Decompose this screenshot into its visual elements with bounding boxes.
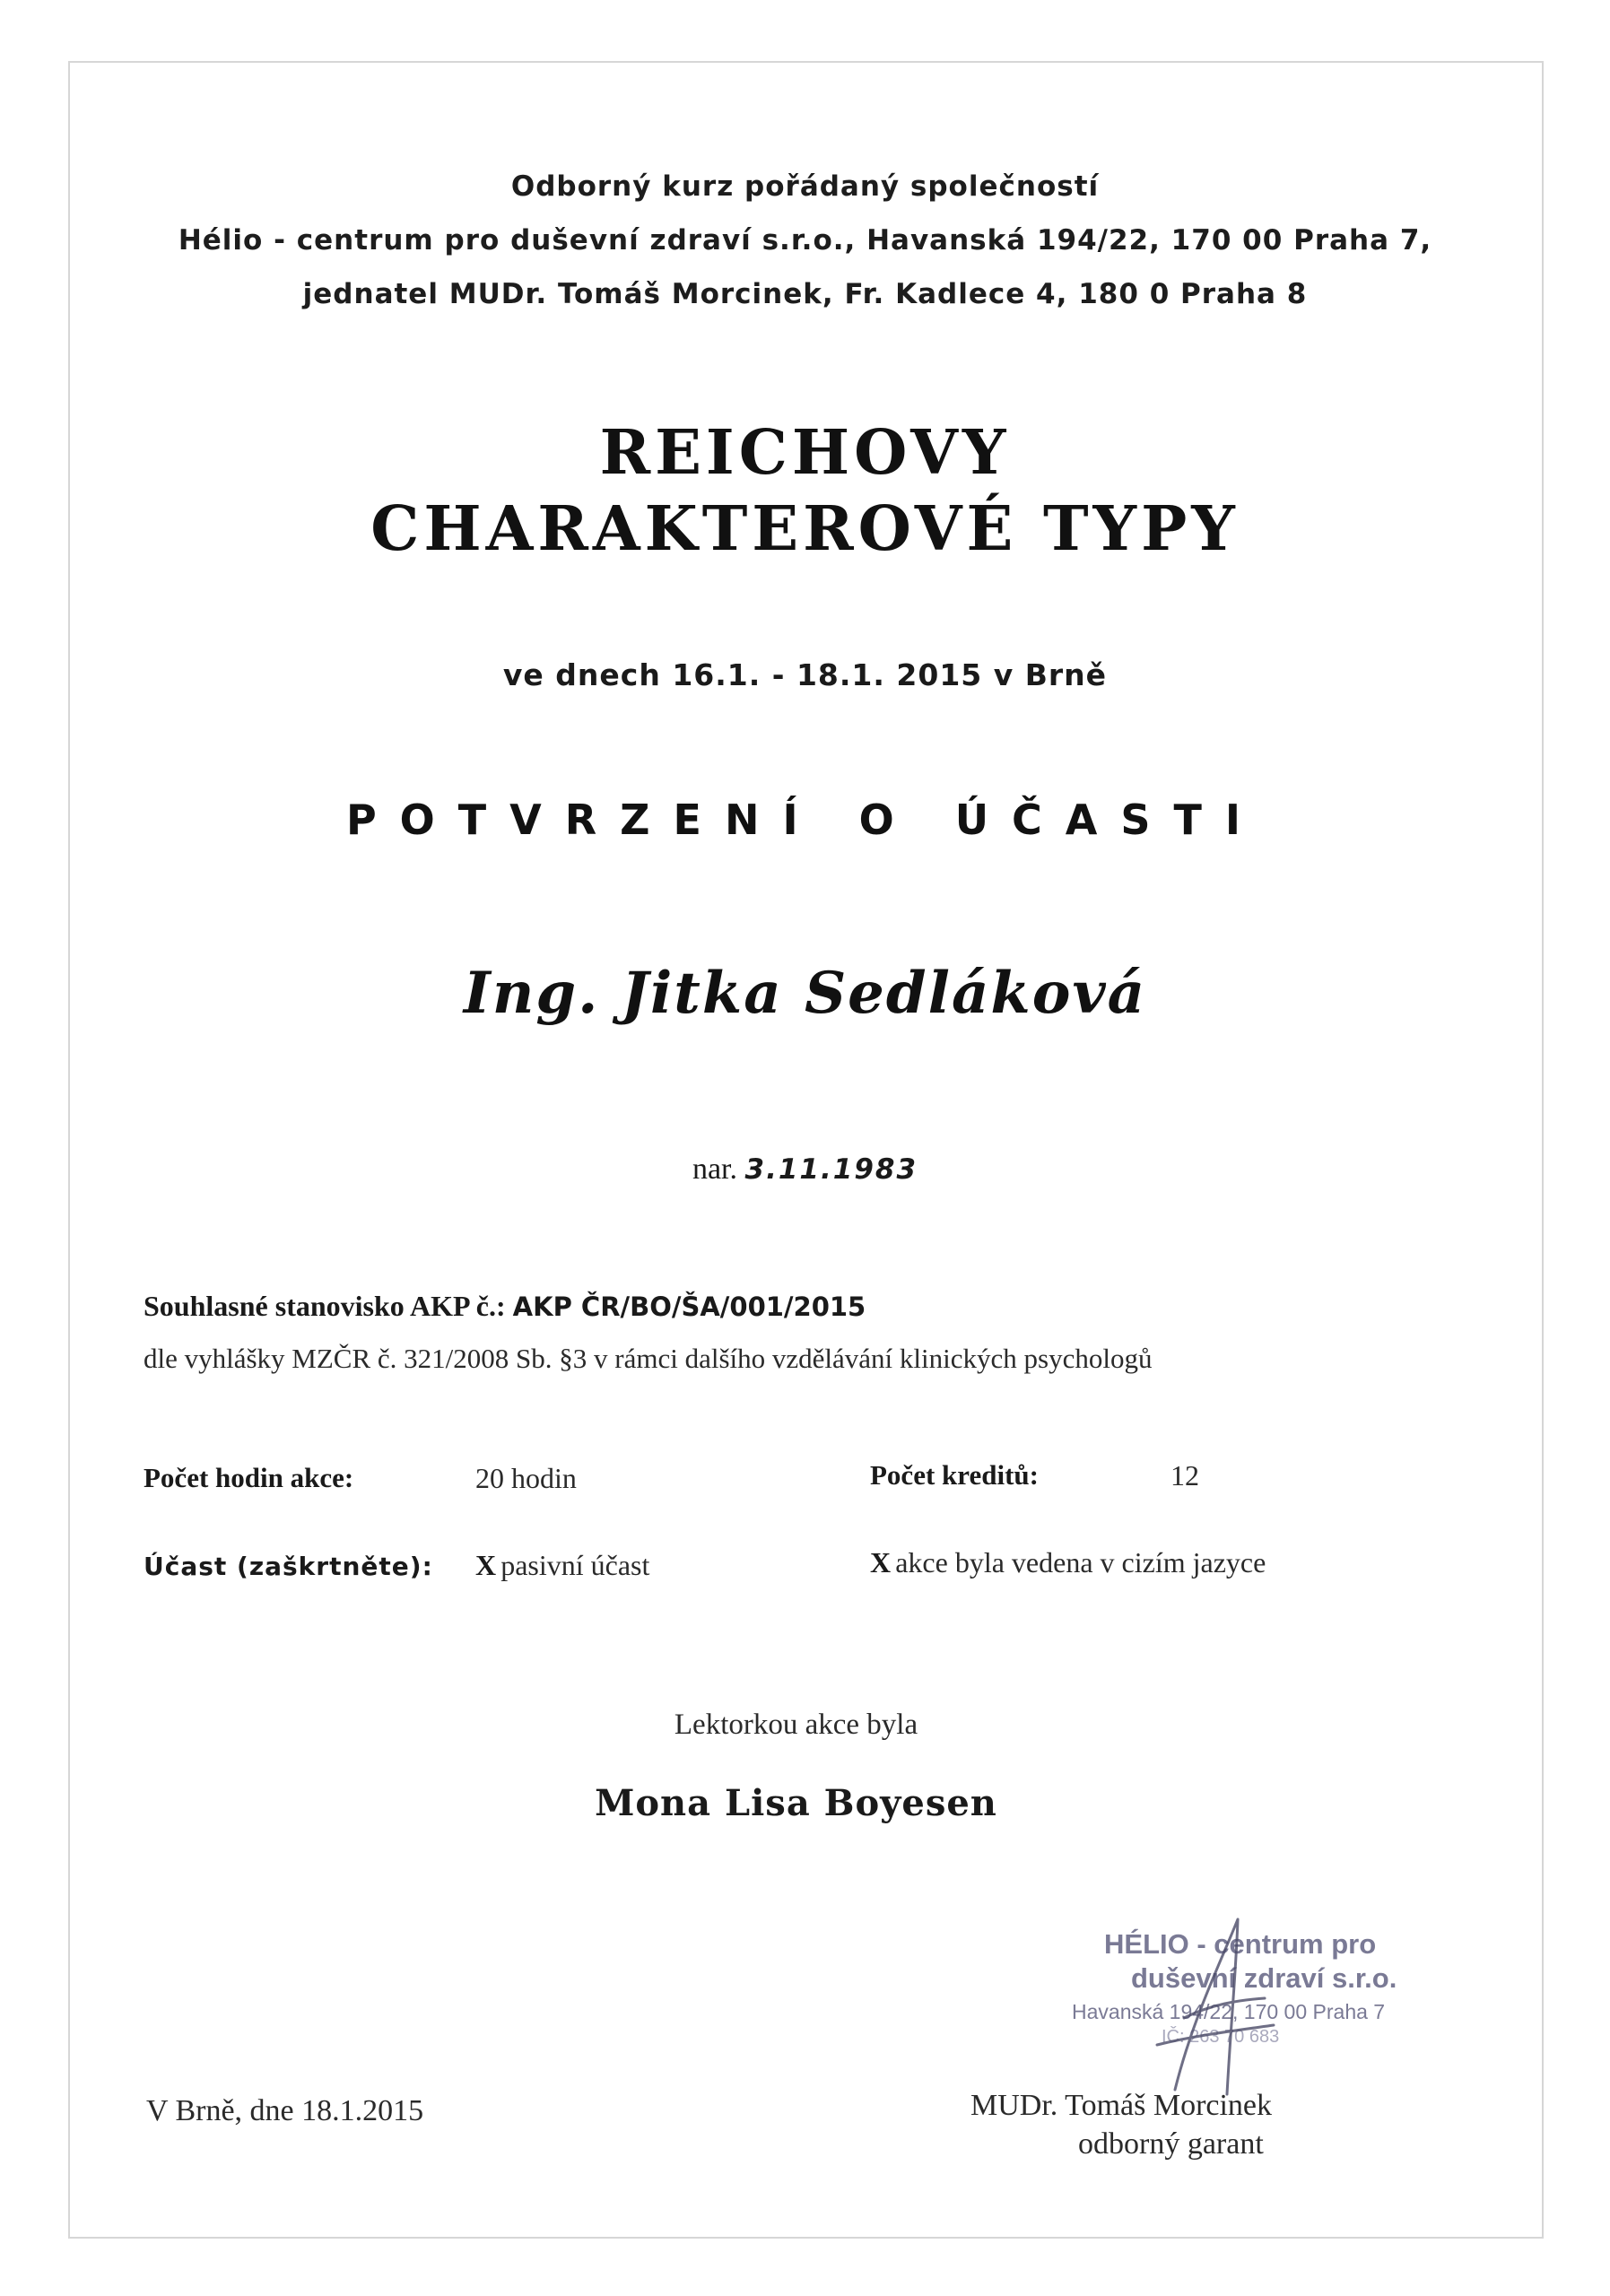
language-check-mark: X xyxy=(870,1546,892,1578)
handwritten-signature xyxy=(1121,1910,1318,2108)
birth-date: 3.11.1983 xyxy=(744,1153,918,1186)
header-line-3: jednatel MUDr. Tomáš Morcinek, Fr. Kadlece 4, 180 0 Praha 8 xyxy=(302,278,1308,310)
accreditation-line xyxy=(144,1290,866,1323)
header-line-2: Hélio - centrum pro duševní zdraví s.r.o., Havanská 194/22, 170 00 Praha 7, xyxy=(178,224,1432,257)
credits-value: 12 xyxy=(1171,1459,1199,1492)
decree-text: dle vyhlášky MZČR č. 321/2008 Sb. §3 v rámci dalšího vzdělávání klinických psychologů xyxy=(144,1343,1153,1374)
confirmation-heading: POTVRZENÍ O ÚČASTI xyxy=(345,796,1265,844)
foreign-language xyxy=(870,1546,1266,1579)
foreign-language-text: akce byla vedena v cizím jazyce xyxy=(895,1546,1266,1578)
lector-label: Lektorkou akce byla xyxy=(674,1709,918,1741)
lector-name: Mona Lisa Boyesen xyxy=(595,1782,997,1824)
birth-line xyxy=(0,1152,1610,1187)
header-line-1: Odborný kurz pořádaný společností xyxy=(510,170,1100,203)
stamp-line-1: HÉLIO - centrum pro xyxy=(1104,1928,1377,1960)
place-and-date: V Brně, dne 18.1.2015 xyxy=(146,2094,424,2127)
stamp-line-2: duševní zdraví s.r.o. xyxy=(1131,1962,1397,1994)
credits-label: Počet kreditů: xyxy=(870,1459,1039,1491)
course-title-line-2: CHARAKTEROVÉ TYPY xyxy=(370,493,1240,565)
page-border xyxy=(68,61,1544,2239)
course-dates: ve dnech 16.1. - 18.1. 2015 v Brně xyxy=(502,657,1108,692)
birth-label: nar. xyxy=(692,1152,737,1186)
signatory-role: odborný garant xyxy=(1078,2127,1264,2161)
accreditation-code: AKP ČR/BO/ŠA/001/2015 xyxy=(512,1292,866,1322)
hours-label: Počet hodin akce: xyxy=(144,1462,354,1493)
passive-participation-text: pasivní účast xyxy=(500,1549,650,1581)
stamp-line-4: IČ: 263 70 683 xyxy=(1162,2027,1280,2047)
hours-value: 20 hodin xyxy=(475,1462,577,1494)
accreditation-label: Souhlasné stanovisko AKP č.: xyxy=(144,1290,506,1322)
course-title-line-1: REICHOVY xyxy=(599,417,1011,489)
stamp-line-3: Havanská 194/22, 170 00 Praha 7 xyxy=(1072,2000,1386,2023)
passive-participation xyxy=(475,1549,649,1582)
signatory-name: MUDr. Tomáš Morcinek xyxy=(970,2089,1273,2122)
passive-check-mark: X xyxy=(475,1549,497,1581)
participant-name: Ing. Jitka Sedláková xyxy=(463,960,1147,1027)
participation-label: Účast (zaškrtněte): xyxy=(144,1552,433,1581)
